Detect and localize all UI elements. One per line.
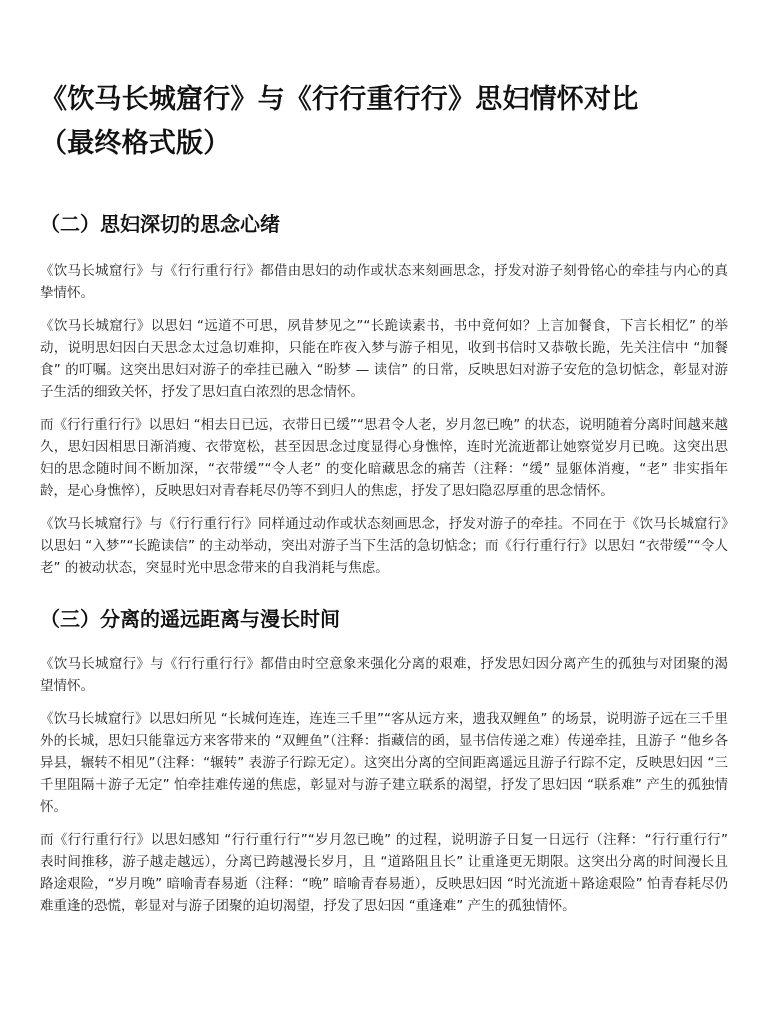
section-2-paragraph-4: 《饮马长城窟行》与《行行重行行》同样通过动作或状态刻画思念，抒发对游子的牵挂。不同在于《饮马长城窟行》以思妇 “入梦”“长跪读信” 的主动举动，突出对游子当下生活的急切惦念；而《行行重行行》以思妇 “衣带缓”“令人老” 的被动状态，突显时光中思念带来的自我消耗与焦虑。 — [40, 516, 728, 576]
section-2-paragraph-2: 《饮马长城窟行》以思妇 “远道不可思，夙昔梦见之”“长跪读素书，书中竟何如？上言加餐食，下言长相忆” 的举动，说明思妇因白天思念太过急切难抑，只能在昨夜入梦与游子相见，收到书信时又恭敬长跪，先关注信中 “加餐食” 的叮嘱。这突出思妇对游子的牵挂已融入 “盼梦 — 读信” 的日常，反映思妇对游子安危的急切惦念，彰显对游子生活的细致关怀，抒发了思妇直白浓烈的思念情怀。 — [40, 318, 728, 400]
section-2-paragraph-3: 而《行行重行行》以思妇 “相去日已远，衣带日已缓”“思君令人老，岁月忽已晚” 的状态，说明随着分离时间越来越久，思妇因相思日渐消瘦、衣带宽松，甚至因思念过度显得心身憔悴，连时光流逝都让她察觉岁月已晚。这突出思妇的思念随时间不断加深，“衣带缓”“令人老” 的变化暗藏思念的痛苦（注释：“缓” 显躯体消瘦，“老” 非实指年龄，是心身憔悴），反映思妇对青春耗尽仍等不到归人的焦虑，抒发了思妇隐忍厚重的思念情怀。 — [40, 417, 728, 499]
section-2 — [40, 210, 728, 579]
section-3-heading: （三）分离的遥远距离与漫长时间 — [40, 607, 340, 631]
section-2-paragraph-1: 《饮马长城窟行》与《行行重行行》都借由思妇的动作或状态来刻画思念，抒发对游子刻骨铭心的牵挂与内心的真挚情怀。 — [40, 263, 728, 301]
section-3 — [40, 605, 728, 917]
section-3-paragraph-3: 而《行行重行行》以思妇感知 “行行重行行”“岁月忽已晚” 的过程，说明游子日复一日远行（注释：“行行重行行” 表时间推移，游子越走越远），分离已跨越漫长岁月，且 “道路阻且长” 让重逢更无期限。这突出分离的时间漫长且路途艰险，“岁月晚” 暗喻青春易逝（注释：“晚” 暗喻青春易逝），反映思妇因 “时光流逝＋路途艰险” 怕青春耗尽仍难重逢的恐慌，彰显对与游子团聚的迫切渴望，抒发了思妇因 “重逢难” 产生的孤独情怀。 — [40, 832, 728, 914]
section-3-paragraph-1: 《饮马长城窟行》与《行行重行行》都借由时空意象来强化分离的艰难，抒发思妇因分离产生的孤独与对团聚的渴望情怀。 — [40, 656, 728, 694]
section-2-heading: （二）思妇深切的思念心绪 — [40, 212, 280, 236]
document-title-line-2: （最终格式版） — [40, 128, 231, 159]
section-3-paragraph-2: 《饮马长城窟行》以思妇所见 “长城何连连，连连三千里”“客从远方来，遗我双鲤鱼” 的场景，说明游子远在三千里外的长城，思妇只能靠远方来客带来的 “双鲤鱼”（注释：指藏信的函，显书信传递之难）传递牵挂，且游子 “他乡各异县，辗转不相见”（注释：“辗转” 表游子行踪无定）。这突出分离的空间距离遥远且游子行踪不定，反映思妇因 “三千里阻隔＋游子无定” 怕牵挂难传递的焦虑，彰显对与游子建立联系的渴望，抒发了思妇因 “联系难” 产生的孤独情怀。 — [40, 711, 728, 815]
document-title — [40, 78, 728, 166]
document-title-line-1: 《饮马长城窟行》与《行行重行行》思妇情怀对比 — [40, 84, 639, 115]
